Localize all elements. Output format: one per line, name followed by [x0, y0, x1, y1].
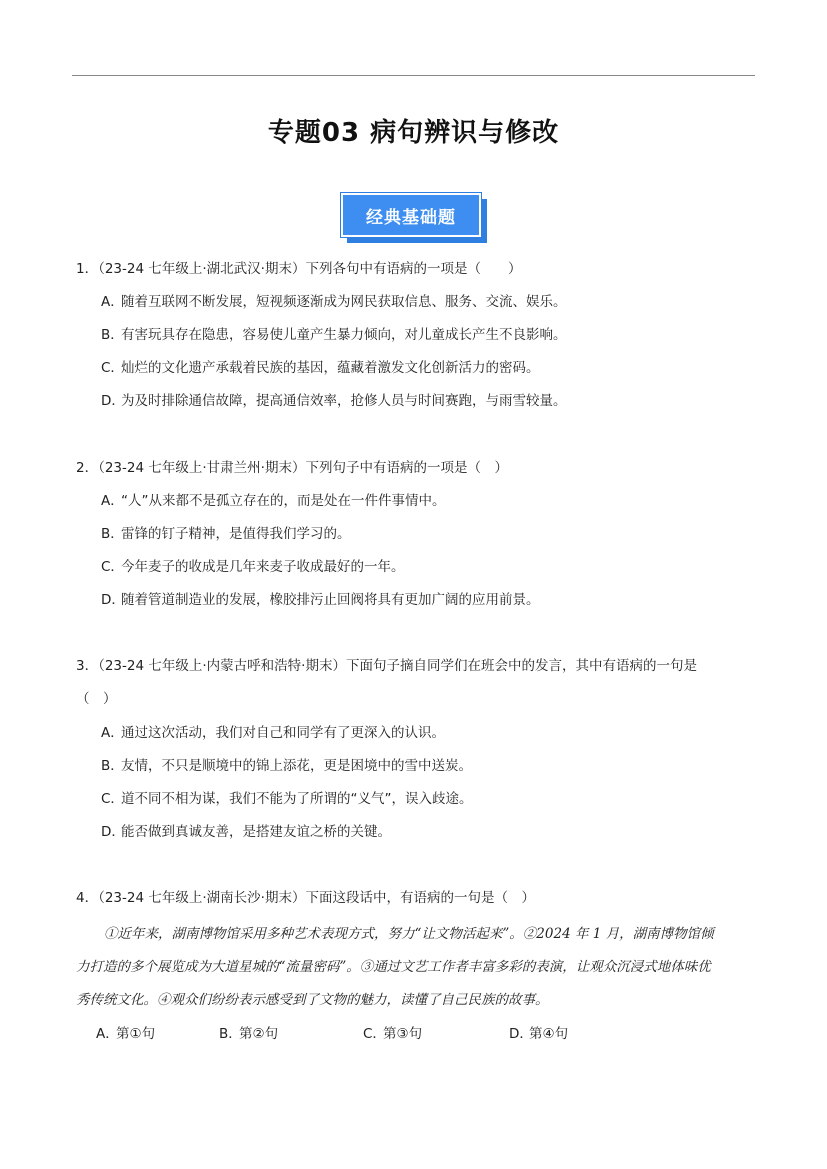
- question-3-option-d[interactable]: D．能否做到真诚友善，是搭建友谊之桥的关键。: [101, 824, 391, 840]
- question-1-option-c[interactable]: C．灿烂的文化遗产承载着民族的基因，蕴藏着激发文化创新活力的密码。: [101, 360, 540, 376]
- question-3-option-c[interactable]: C．道不同不相为谋，我们不能为了所谓的“义气”，误入歧途。: [101, 791, 473, 807]
- page-title: 专题03 病句辨识与修改: [267, 118, 560, 148]
- question-1-stem: 1．（23-24 七年级上·湖北武汉·期末）下列各句中有语病的一项是（ ）: [76, 261, 522, 277]
- question-1-option-a[interactable]: A．随着互联网不断发展，短视频逐渐成为网民获取信息、服务、交流、娱乐。: [101, 294, 567, 310]
- question-4-option-a[interactable]: A．第①句: [96, 1026, 156, 1042]
- question-2-stem: 2．（23-24 七年级上·甘肃兰州·期末）下列句子中有语病的一项是（ ）: [76, 460, 508, 476]
- question-1-option-b[interactable]: B．有害玩具存在隐患，容易使儿童产生暴力倾向，对儿童成长产生不良影响。: [101, 327, 567, 343]
- question-4-passage-line-3: 秀传统文化。④观众们纷纷表示感受到了文物的魅力，读懂了自己民族的故事。: [76, 992, 549, 1008]
- question-4-option-b[interactable]: B．第②句: [219, 1026, 279, 1042]
- question-4-option-c[interactable]: C．第③句: [363, 1026, 423, 1042]
- question-4-passage-line-2: 力打造的多个展览成为大道星城的“流量密码”。③通过文艺工作者丰富多彩的表演，让观众沉浸式地体味优: [76, 959, 711, 975]
- badge-label: 经典基础题: [341, 193, 481, 237]
- question-3-stem-cont: （ ）: [76, 691, 117, 707]
- question-2-option-b[interactable]: B．雷锋的钉子精神，是值得我们学习的。: [101, 526, 351, 542]
- question-3-stem: 3．（23-24 七年级上·内蒙古呼和浩特·期末）下面句子摘自同学们在班会中的发言，其中有语病的一句是: [76, 658, 697, 674]
- question-4-stem: 4．（23-24 七年级上·湖南长沙·期末）下面这段话中，有语病的一句是（ ）: [76, 890, 535, 906]
- question-3-option-b[interactable]: B．友情，不只是顺境中的锦上添花，更是困境中的雪中送炭。: [101, 758, 472, 774]
- question-4-passage-line-1: ①近年来，湖南博物馆采用多种艺术表现方式，努力“让文物活起来”。②2024 年 1 月，湖南博物馆倾: [104, 926, 714, 942]
- section-badge: [341, 193, 489, 245]
- question-1-option-d[interactable]: D．为及时排除通信故障，提高通信效率，抢修人员与时间赛跑，与雨雪较量。: [101, 393, 567, 409]
- header-rule: [72, 75, 755, 76]
- question-2-option-d[interactable]: D．随着管道制造业的发展，橡胶排污止回阀将具有更加广阔的应用前景。: [101, 592, 540, 608]
- question-2-option-a[interactable]: A．“人”从来都不是孤立存在的，而是处在一件件事情中。: [101, 493, 446, 509]
- question-3-option-a[interactable]: A．通过这次活动，我们对自己和同学有了更深入的认识。: [101, 725, 445, 741]
- question-2-option-c[interactable]: C．今年麦子的收成是几年来麦子收成最好的一年。: [101, 559, 405, 575]
- question-4-option-d[interactable]: D．第④句: [509, 1026, 569, 1042]
